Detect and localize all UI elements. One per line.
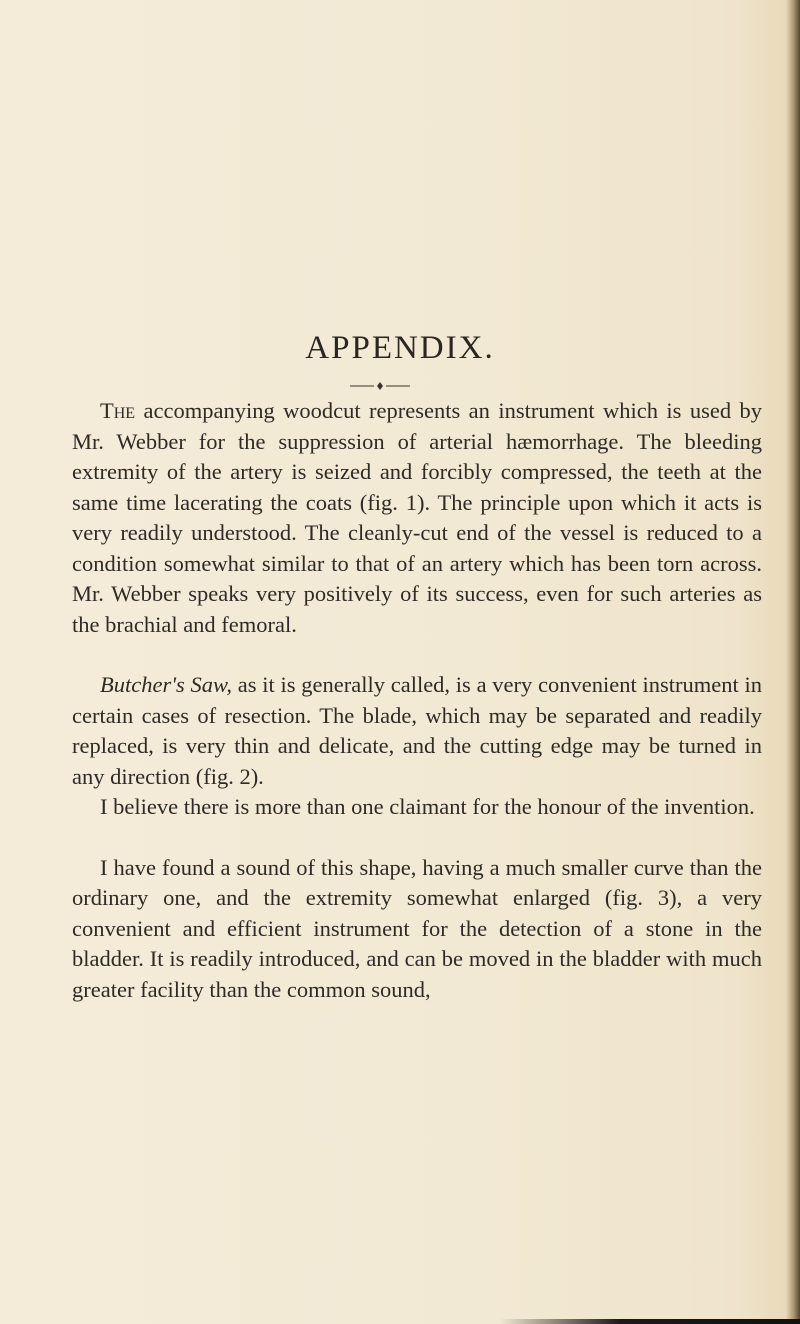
page-title: APPENDIX. bbox=[305, 330, 495, 366]
paragraph-butchers-saw bbox=[72, 670, 762, 792]
body-text bbox=[72, 396, 762, 1005]
paragraph-claimant bbox=[72, 792, 762, 823]
paragraph-lead: The bbox=[100, 398, 136, 423]
page-bottom-edge bbox=[500, 1319, 800, 1324]
paragraph-body: accompanying woodcut represents an instrument which is used by Mr. Webber for the suppression of arterial hæmorrhage. The bleeding extremity of the artery is seized and forcibly compressed, the teeth at the same time lacerating the coats (fig. 1). The principle upon which it acts is very readily understood. The cleanly-cut end of the vessel is reduced to a condition somewhat similar to that of an artery which has been torn across. Mr. Webber speaks very positively of its success, even for such arteries as the brachial and femoral. bbox=[72, 398, 762, 637]
paragraph-woodcut bbox=[72, 396, 762, 640]
paragraph-body: I have found a sound of this shape, having a much smaller curve than the ordinary one, and the extremity somewhat enlarged (fig. 3), a very convenient and efficient instrument for the detection of a stone in the bladder. It is readily introduced, and can be moved in the bladder with much greater facility than the common sound, bbox=[72, 854, 762, 1002]
page-edge-shadow bbox=[786, 0, 800, 1324]
divider-ornament bbox=[350, 380, 410, 392]
paragraph-body: as it is generally called, is a very convenient instrument in certain cases of resection. The blade, which may be separated and readily replaced, is very thin and delicate, and the cutting edge may be turned in any direction (fig. 2). bbox=[72, 672, 762, 789]
paragraph-lead: Butcher's Saw, bbox=[100, 672, 233, 697]
paragraph-body: I believe there is more than one claimant for the honour of the invention. bbox=[100, 794, 755, 819]
paragraph-sound bbox=[72, 853, 762, 1006]
